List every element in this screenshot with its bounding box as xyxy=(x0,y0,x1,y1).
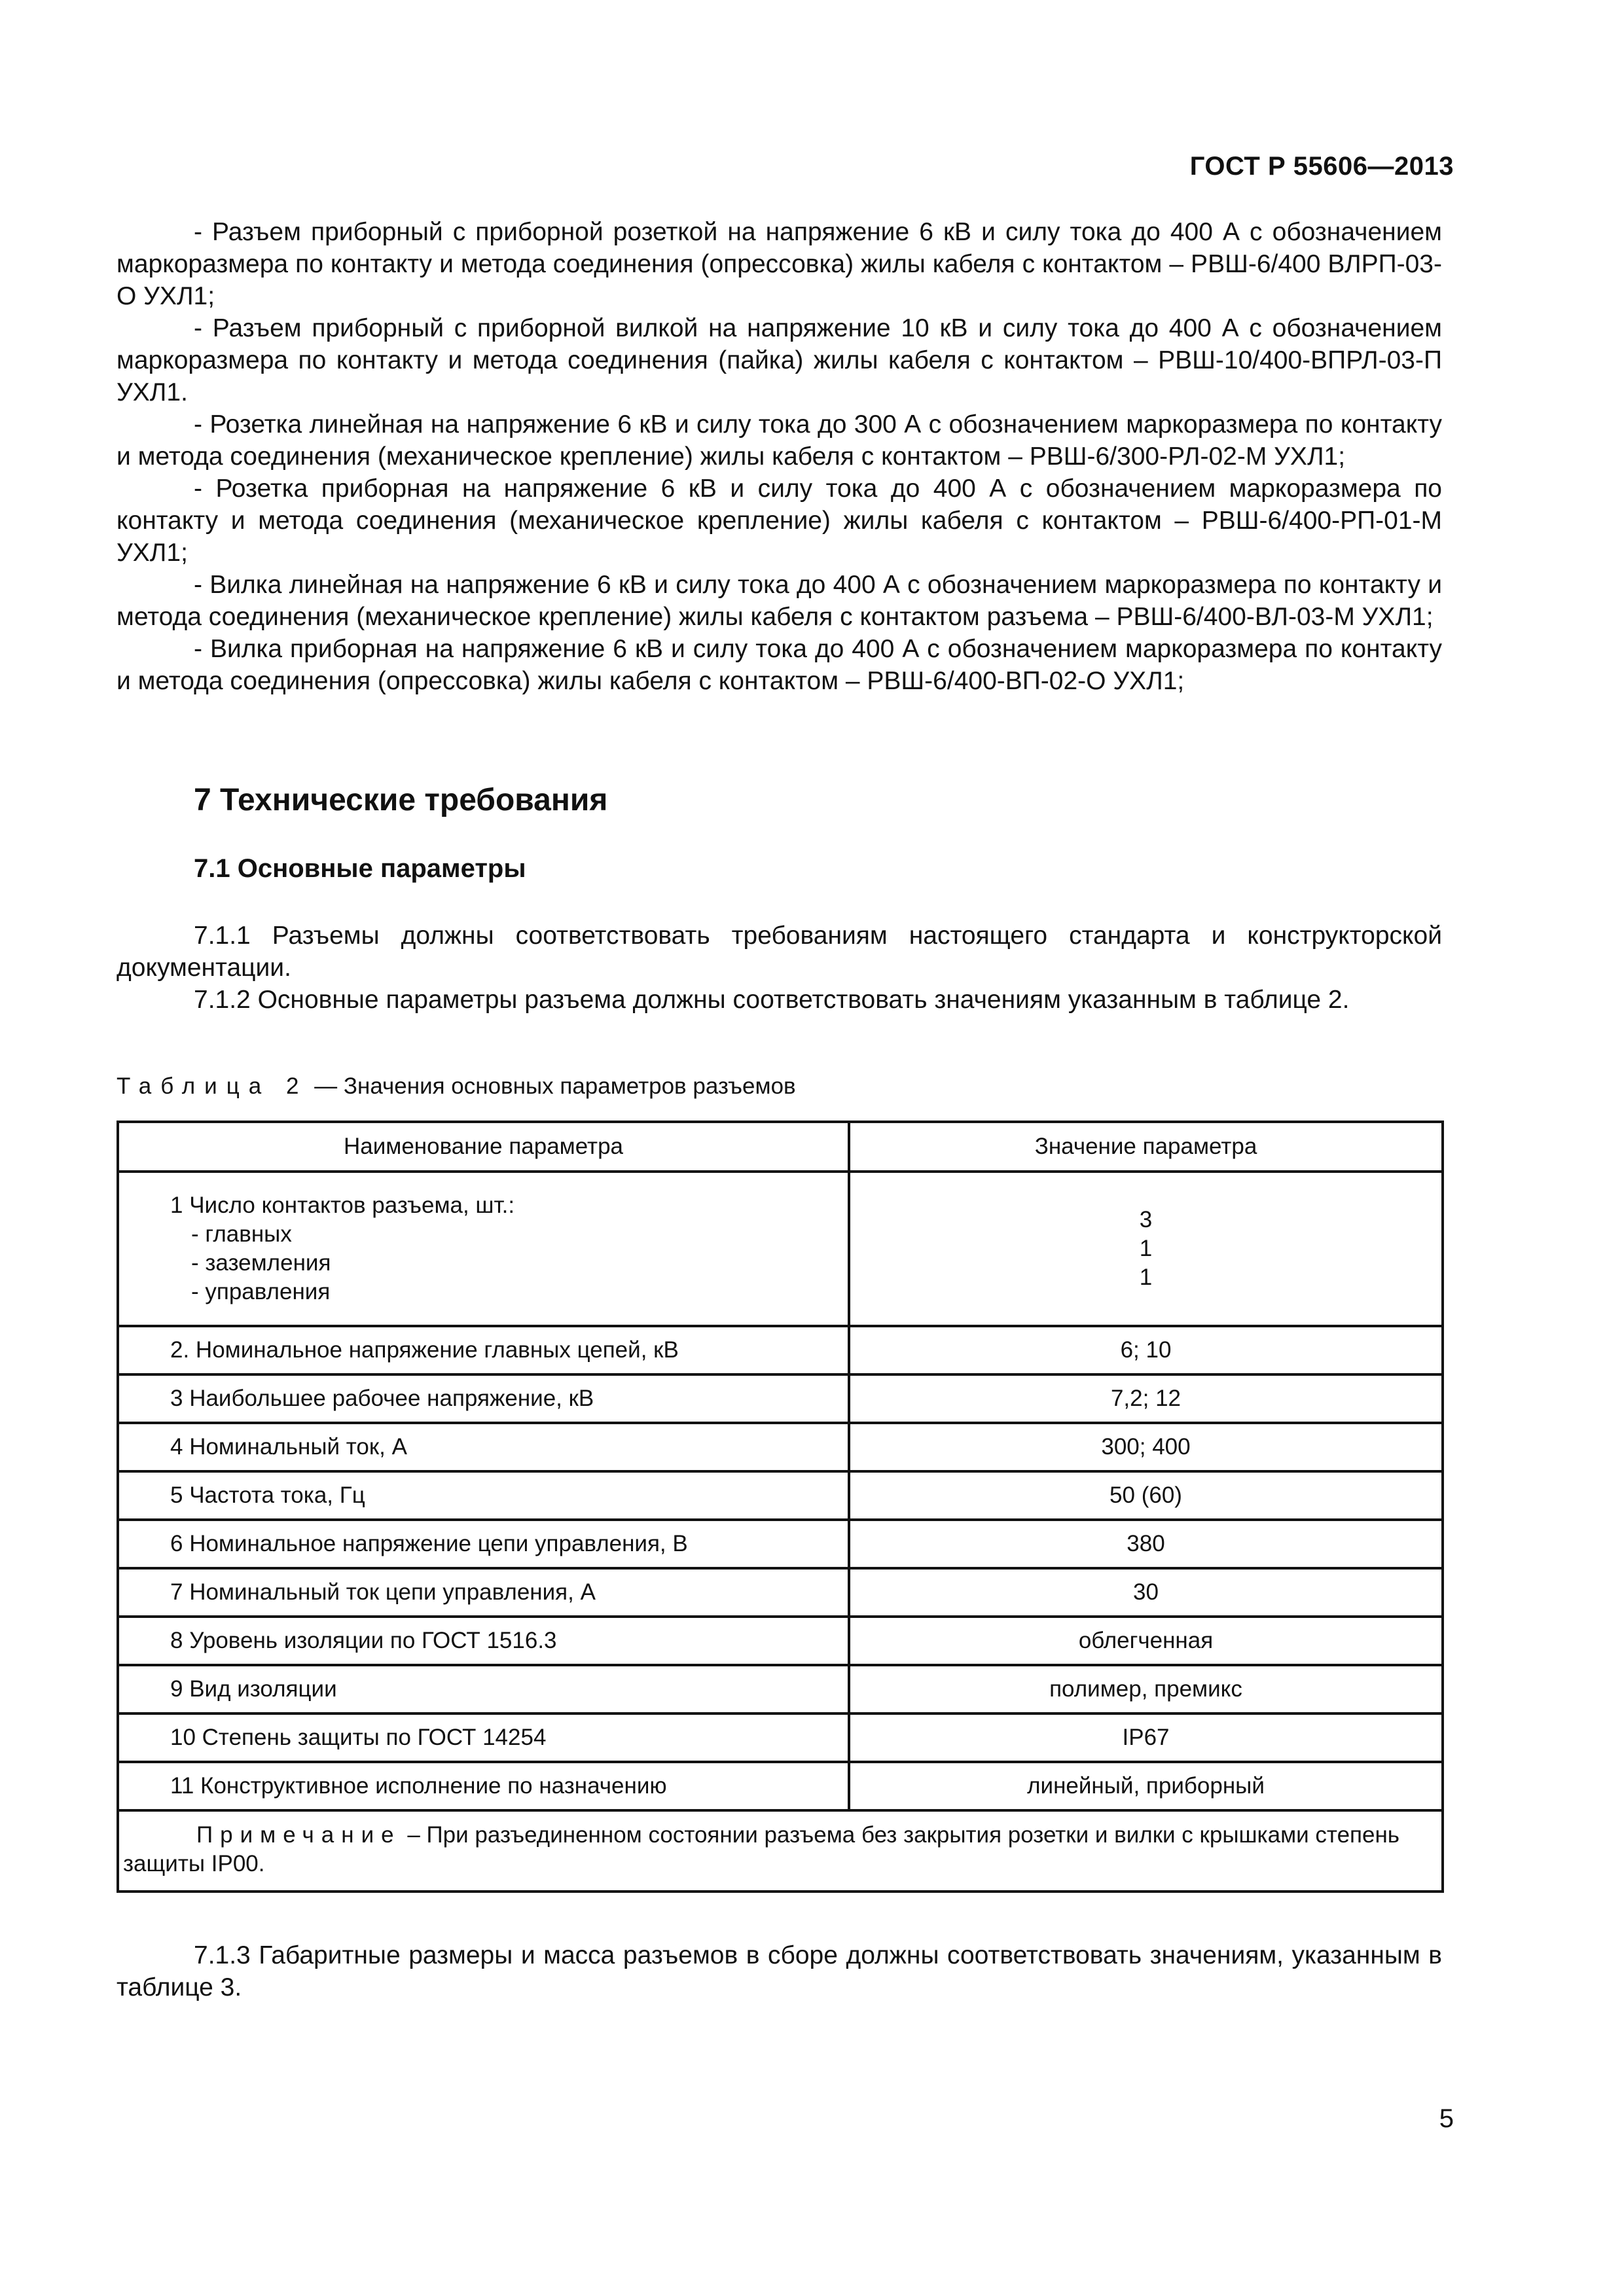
parameter-name: 9 Вид изоляции xyxy=(118,1665,849,1713)
contact-type: - управления xyxy=(191,1279,331,1304)
paragraph-text: 7.1.3 Габаритные размеры и масса разъемов в сборе должны соответствовать значениям, указанным в таблице 3. xyxy=(117,1941,1442,2001)
paragraph-text: 7.1.2 Основные параметры разъема должны соответствовать значениям указанным в таблице 2. xyxy=(194,986,1350,1014)
contact-counts xyxy=(850,1206,1441,1292)
table-row xyxy=(118,1374,1443,1423)
parameter-value: 7,2; 12 xyxy=(849,1374,1443,1423)
paragraph-7-1-1 xyxy=(117,920,1442,984)
parameter-value-cell xyxy=(849,1172,1443,1326)
table-caption-label: Таблица 2 xyxy=(117,1073,308,1099)
parameter-value: IP67 xyxy=(849,1713,1443,1762)
paragraph-text: 7.1.1 Разъемы должны соответствовать требованиям настоящего стандарта и конструкторской документации. xyxy=(117,922,1442,982)
parameter-value: 300; 400 xyxy=(849,1423,1443,1471)
note-label: Примечание xyxy=(196,1822,401,1848)
table-note xyxy=(118,1810,1443,1892)
table-row xyxy=(118,1172,1443,1326)
parameter-name: 6 Номинальное напряжение цепи управления, В xyxy=(118,1520,849,1568)
table-caption xyxy=(117,1073,796,1100)
page-number: 5 xyxy=(1439,2104,1454,2133)
parameter-name: 7 Номинальный ток цепи управления, А xyxy=(118,1568,849,1617)
parameter-value: 380 xyxy=(849,1520,1443,1568)
parameter-name: 8 Уровень изоляции по ГОСТ 1516.3 xyxy=(118,1617,849,1665)
table-row xyxy=(118,1568,1443,1617)
parameter-name: 5 Частота тока, Гц xyxy=(118,1471,849,1520)
parameter-name: 2. Номинальное напряжение главных цепей, кВ xyxy=(118,1326,849,1374)
paragraph-7-1-3 xyxy=(117,1939,1442,2003)
table-row xyxy=(118,1520,1443,1568)
subsection-heading: 7.1 Основные параметры xyxy=(194,854,526,883)
intro-paragraph: - Вилка приборная на напряжение 6 кВ и силу тока до 400 А с обозначением маркоразмера по контакту и метода соединения (опрессовка) жилы кабеля с контактом – РВШ-6/400-ВП-02-О УХЛ1; xyxy=(117,635,1442,695)
parameter-value: 50 (60) xyxy=(849,1471,1443,1520)
intro-paragraph: - Вилка линейная на напряжение 6 кВ и силу тока до 400 А с обозначением маркоразмера по контакту и метода соединения (механическое крепление) жилы кабеля с контактом разъема – РВШ-6/400-ВЛ-03-М УХЛ1; xyxy=(117,571,1442,631)
intro-paragraph: - Розетка линейная на напряжение 6 кВ и силу тока до 300 А с обозначением маркоразмера по контакту и метода соединения (механическое крепление) жилы кабеля с контактом – РВШ-6/300-РЛ-02-М УХЛ1; xyxy=(117,410,1442,471)
contact-count: 3 xyxy=(1139,1207,1153,1232)
section-heading: 7 Технические требования xyxy=(194,783,608,817)
table-row xyxy=(118,1665,1443,1713)
parameter-name: 4 Номинальный ток, А xyxy=(118,1423,849,1471)
note-text: – При разъединенном состоянии разъема без закрытия розетки и вилки с крышками степень защиты IP00. xyxy=(123,1822,1400,1876)
intro-list xyxy=(117,216,1442,697)
contact-type: - главных xyxy=(191,1221,292,1247)
table-row xyxy=(118,1617,1443,1665)
contact-types xyxy=(170,1220,848,1306)
paragraph-7-1-2 xyxy=(117,984,1442,1016)
contact-count: 1 xyxy=(1139,1265,1153,1290)
table-row xyxy=(118,1471,1443,1520)
parameter-name: 10 Степень защиты по ГОСТ 14254 xyxy=(118,1713,849,1762)
table-row xyxy=(118,1423,1443,1471)
contact-type: - заземления xyxy=(191,1250,331,1276)
contact-count: 1 xyxy=(1139,1236,1153,1261)
parameters-table xyxy=(117,1121,1444,1893)
table-row xyxy=(118,1762,1443,1810)
table-header-row xyxy=(118,1122,1443,1172)
parameter-value: 30 xyxy=(849,1568,1443,1617)
parameter-name: 3 Наибольшее рабочее напряжение, кВ xyxy=(118,1374,849,1423)
parameter-name: 1 Число контактов разъема, шт.: xyxy=(170,1193,515,1218)
parameter-value: линейный, приборный xyxy=(849,1762,1443,1810)
table-row xyxy=(118,1713,1443,1762)
parameter-value: полимер, премикс xyxy=(849,1665,1443,1713)
intro-paragraph: - Разъем приборный с приборной вилкой на напряжение 10 кВ и силу тока до 400 А с обозначением маркоразмера по контакту и метода соединения (пайка) жилы кабеля с контактом – РВШ-10/400-ВПРЛ-03-П УХЛ1. xyxy=(117,314,1442,406)
header-parameter-value: Значение параметра xyxy=(849,1122,1443,1172)
parameter-value: облегченная xyxy=(849,1617,1443,1665)
table-note-row xyxy=(118,1810,1443,1892)
parameter-value: 6; 10 xyxy=(849,1326,1443,1374)
table-caption-text: — Значения основных параметров разъемов xyxy=(314,1073,796,1099)
intro-paragraph: - Разъем приборный с приборной розеткой на напряжение 6 кВ и силу тока до 400 А с обозначением маркоразмера по контакту и метода соединения (опрессовка) жилы кабеля с контактом – РВШ-6/400 ВЛРП-03-О УХЛ1; xyxy=(117,218,1442,310)
intro-paragraph: - Розетка приборная на напряжение 6 кВ и силу тока до 400 А с обозначением маркоразмера по контакту и метода соединения (механическое крепление) жилы кабеля с контактом – РВШ-6/400-РП-01-М УХЛ1; xyxy=(117,475,1442,567)
header-parameter-name: Наименование параметра xyxy=(118,1122,849,1172)
parameter-name: 11 Конструктивное исполнение по назначению xyxy=(118,1762,849,1810)
document-code: ГОСТ Р 55606—2013 xyxy=(1189,152,1454,181)
table-row xyxy=(118,1326,1443,1374)
parameter-name-cell xyxy=(118,1172,849,1326)
